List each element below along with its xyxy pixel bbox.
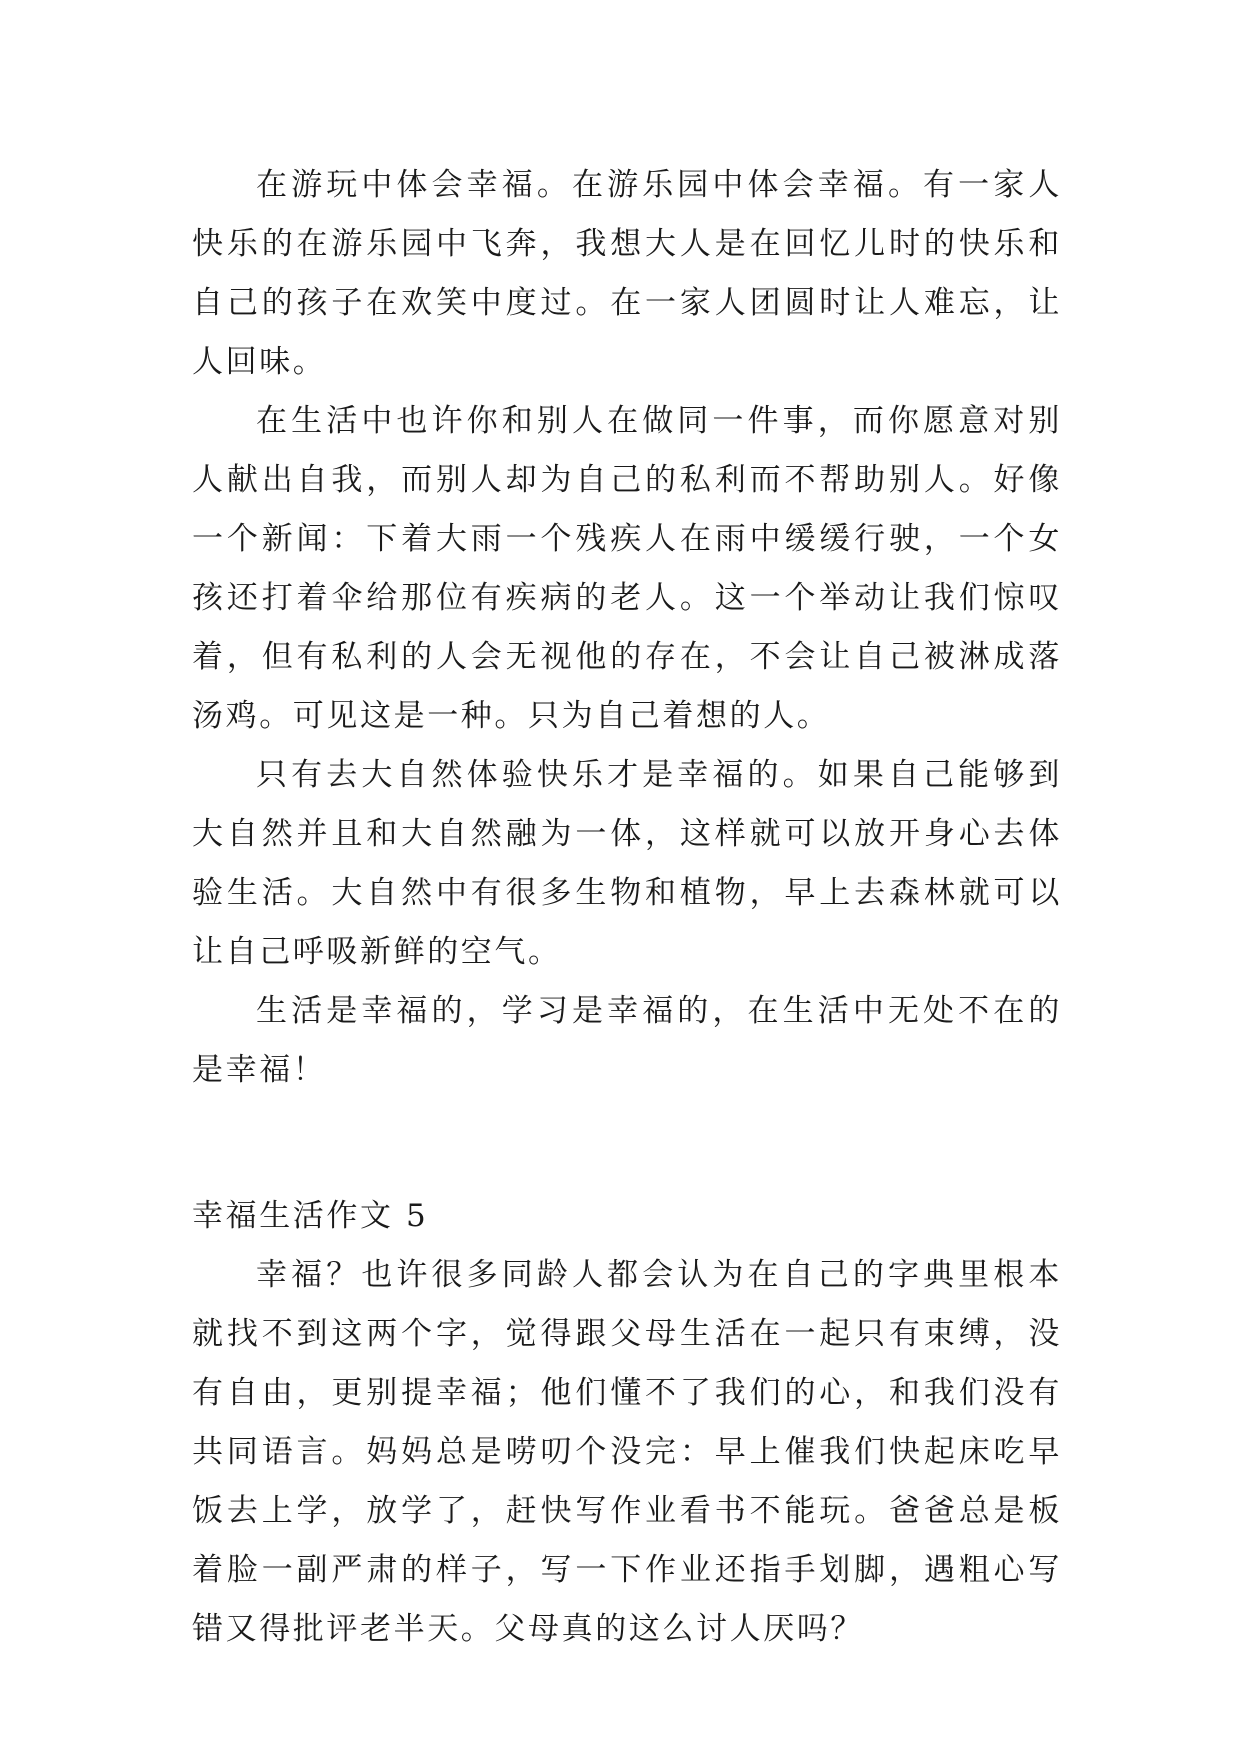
paragraph-helping-others: 在生活中也许你和别人在做同一件事，而你愿意对别人献出自我，而别人却为自己的私利而不帮助别人。好像一个新闻：下着大雨一个残疾人在雨中缓缓行驶，一个女孩还打着伞给那位有疾病的老人。这一个举动让我们惊叹着，但有私利的人会无视他的存在，不会让自己被淋成落汤鸡。可见这是一种。只为自己着想的人。 bbox=[192, 403, 1062, 734]
section-title: 幸福生活作文 5 bbox=[192, 1198, 429, 1234]
paragraph-parents: 幸福？也许很多同龄人都会认为在自己的字典里根本就找不到这两个字，觉得跟父母生活在一起只有束缚，没有自由，更别提幸福；他们懂不了我们的心，和我们没有共同语言。妈妈总是唠叨个没完：早上催我们快起床吃早饭去上学，放学了，赶快写作业看书不能玩。爸爸总是板着脸一副严肃的样子，写一下作业还指手划脚，遇粗心写错又得批评老半天。父母真的这么讨人厌吗？ bbox=[192, 1257, 1062, 1647]
document-body bbox=[192, 156, 1062, 1659]
paragraph-amusement-park: 在游玩中体会幸福。在游乐园中体会幸福。有一家人快乐的在游乐园中飞奔，我想大人是在回忆儿时的快乐和自己的孩子在欢笑中度过。在一家人团圆时让人难忘，让人回味。 bbox=[192, 167, 1062, 380]
paragraph-conclusion: 生活是幸福的，学习是幸福的，在生活中无处不在的是幸福！ bbox=[192, 993, 1062, 1088]
paragraph-nature: 只有去大自然体验快乐才是幸福的。如果自己能够到大自然并且和大自然融为一体，这样就可以放开身心去体验生活。大自然中有很多生物和植物，早上去森林就可以让自己呼吸新鲜的空气。 bbox=[192, 757, 1062, 970]
